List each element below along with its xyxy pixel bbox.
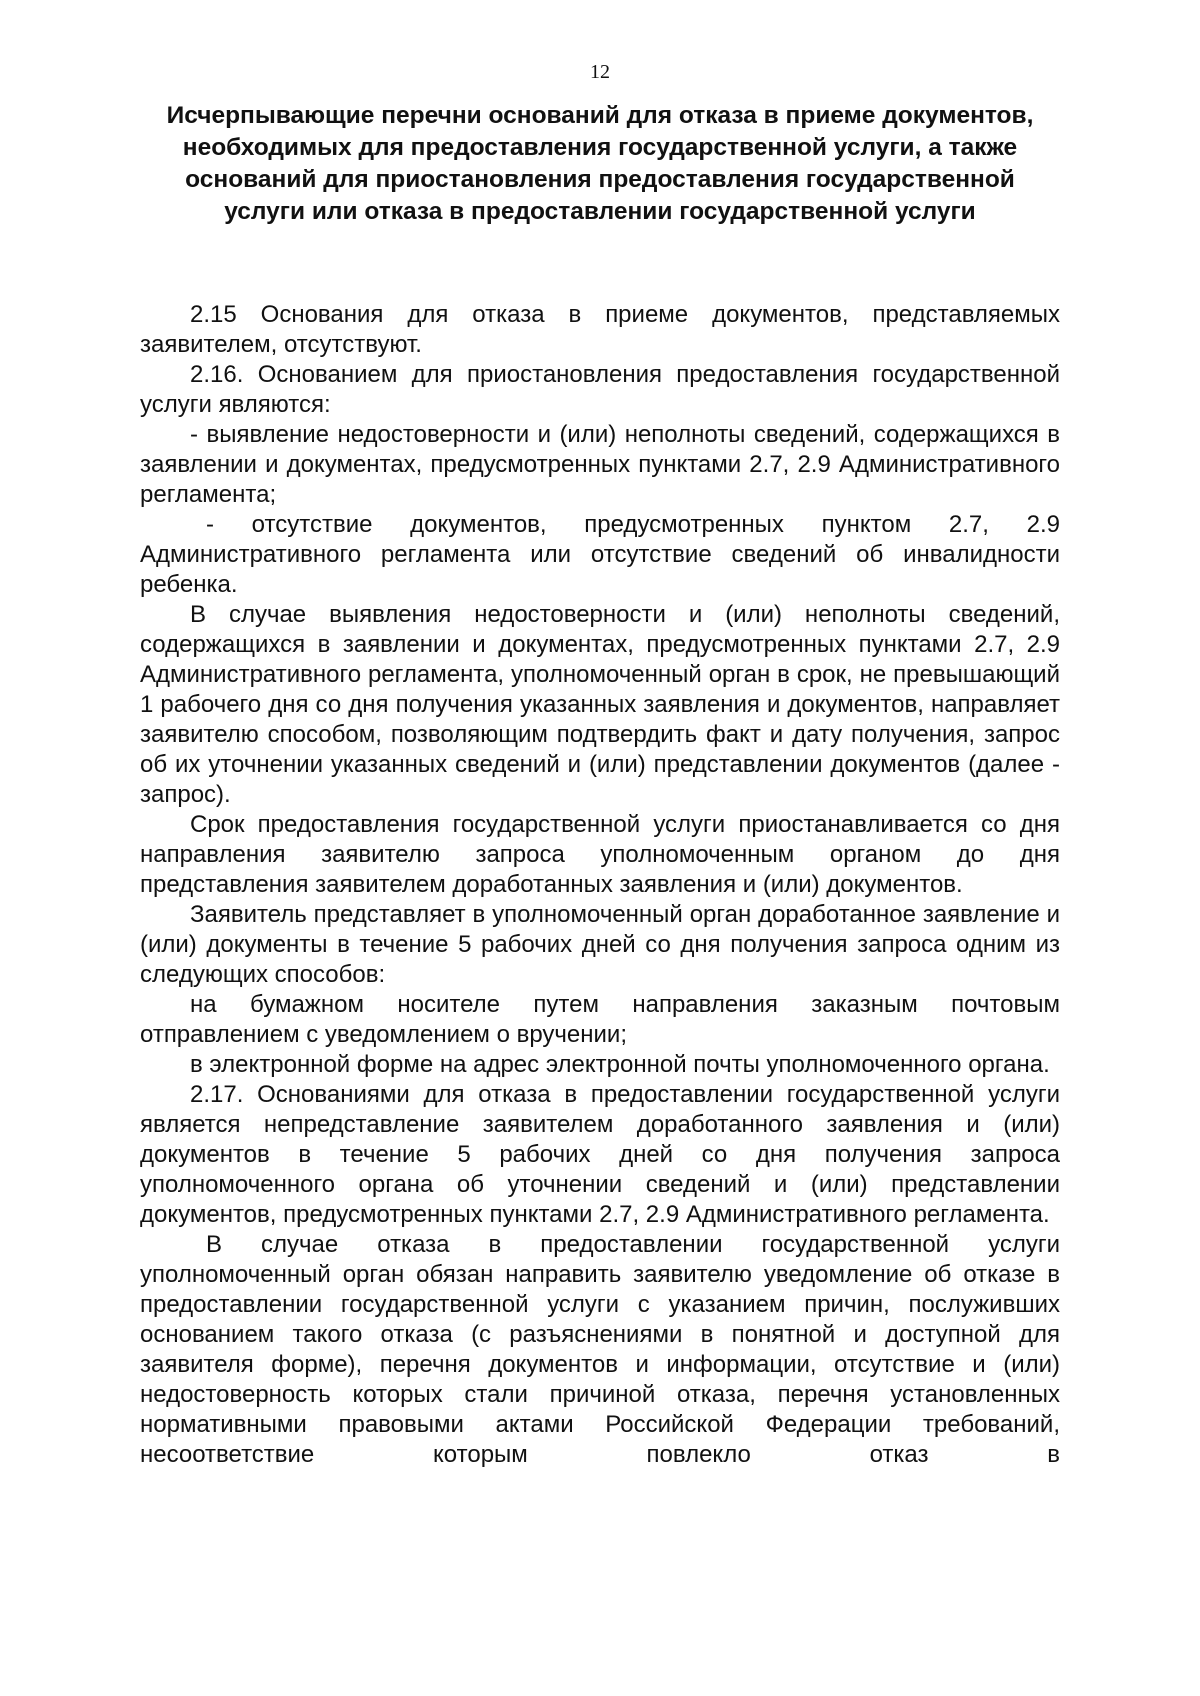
list-item-missing-documents: - отсутствие документов, предусмотренных пунктом 2.7, 2.9 Административного регламента или отсутствие сведений об инвалидности ребенка. [140, 511, 1060, 598]
paragraph-electronic-method: в электронной форме на адрес электронной почты уполномоченного органа. [190, 1051, 1050, 1078]
paragraph-applicant-submits: Заявитель представляет в уполномоченный орган доработанное заявление и (или) документы в течение 5 рабочих дней со дня получения запроса одним из следующих способов: [140, 901, 1060, 988]
section-heading: Исчерпывающие перечни оснований для отказа в приеме документов, необходимых для предоставления государственной услуги, а также оснований для приостановления предоставления государственной услуги или отказа в предоставлении государственной услуги [166, 102, 1034, 225]
document-body [140, 300, 1060, 1470]
paragraph-paper-method: на бумажном носителе путем направления заказным почтовым отправлением с уведомлением о вручении; [140, 991, 1060, 1048]
paragraph-inaccuracy-case: В случае выявления недостоверности и (или) неполноты сведений, содержащихся в заявлении и документах, предусмотренных пунктами 2.7, 2.9 Административного регламента, уполномоченный орган в срок, не превышающий 1 рабочего дня со дня получения указанных заявления и документов, направляет заявителю способом, позволяющим подтвердить факт и дату получения, запрос об их уточнении указанных сведений и (или) представлении документов (далее - запрос). [140, 601, 1060, 808]
paragraph-2-17: 2.17. Основаниями для отказа в предоставлении государственной услуги является непредставление заявителем доработанного заявления и (или) документов в течение 5 рабочих дней со дня получения запроса уполномоченного органа об уточнении сведений и (или) представлении документов, предусмотренных пунктами 2.7, 2.9 Административного регламента. [140, 1081, 1060, 1228]
paragraph-refusal-notice: В случае отказа в предоставлении государственной услуги уполномоченный орган обязан направить заявителю уведомление об отказе в предоставлении государственной услуги с указанием причин, послуживших основанием такого отказа (с разъяснениями в понятной и доступной для заявителя форме), перечня документов и информации, отсутствие и (или) недостоверность которых стали причиной отказа, перечня установленных нормативными правовыми актами Российской Федерации требований, несоответствие которым повлекло отказ в [140, 1231, 1060, 1468]
page-number: 12 [590, 61, 610, 83]
paragraph-suspension-term: Срок предоставления государственной услуги приостанавливается со дня направления заявителю запроса уполномоченным органом до дня представления заявителем доработанных заявления и (или) документов. [140, 811, 1060, 898]
paragraph-2-16: 2.16. Основанием для приостановления предоставления государственной услуги являются: [140, 361, 1060, 418]
paragraph-2-15: 2.15 Основания для отказа в приеме документов, представляемых заявителем, отсутствуют. [140, 301, 1060, 358]
list-item-inaccuracy: - выявление недостоверности и (или) неполноты сведений, содержащихся в заявлении и документах, предусмотренных пунктами 2.7, 2.9 Административного регламента; [140, 421, 1060, 508]
